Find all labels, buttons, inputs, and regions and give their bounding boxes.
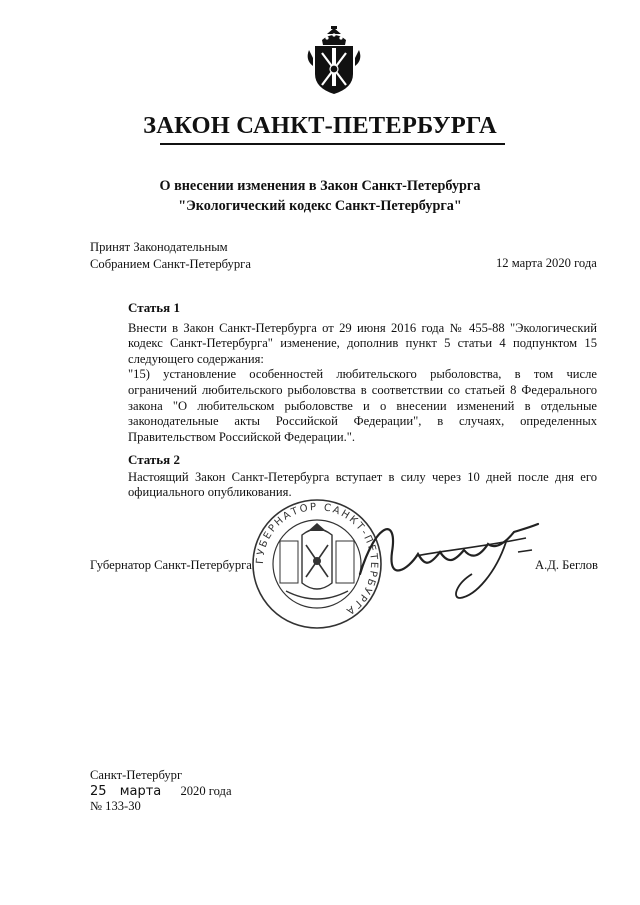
- article-1: [90, 300, 597, 445]
- law-number: № 133-30: [90, 799, 141, 813]
- seal-text: ГУБЕРНАТОР САНКТ-ПЕТЕРБУРГА: [254, 501, 380, 618]
- handwritten-signature: [356, 512, 542, 602]
- article-1-heading: Статья 1: [128, 300, 180, 315]
- article-2-heading: Статья 2: [128, 452, 180, 467]
- signing-month: марта: [119, 783, 162, 799]
- article-1-intro: Внести в Закон Санкт-Петербурга от 29 июня 2016 года № 455-88 "Экологический кодекс Санкт-Петербурга" изменение, дополнив пункт 5 статьи 4 подпунктом 15 следующего содержания:: [128, 320, 597, 366]
- signing-city: Санкт-Петербург: [90, 768, 183, 782]
- law-subtitle: [0, 176, 640, 216]
- governor-name: А.Д. Беглов: [535, 558, 599, 572]
- adoption-date: 12 марта 2020 года: [496, 256, 597, 270]
- signing-year: 2020 года: [180, 783, 232, 798]
- subtitle-line-1: О внесении изменения в Закон Санкт-Петербурга: [159, 178, 481, 194]
- signing-info: [90, 768, 232, 815]
- subtitle-line-2: "Экологический кодекс Санкт-Петербурга": [178, 198, 462, 214]
- signing-date: [90, 784, 232, 800]
- law-title: ЗАКОН САНКТ-ПЕТЕРБУРГА: [143, 112, 497, 139]
- adoption-line-1: Принят Законодательным: [90, 240, 228, 254]
- governor-position: Губернатор Санкт-Петербурга: [90, 558, 252, 572]
- adoption-note: [90, 239, 251, 273]
- coat-of-arms-emblem: [305, 26, 363, 96]
- adoption-line-2: Собранием Санкт-Петербурга: [90, 257, 251, 271]
- article-2-text: Настоящий Закон Санкт-Петербурга вступает в силу через 10 дней после дня его официального опубликования.: [128, 469, 597, 500]
- title-underline: [160, 143, 505, 145]
- signing-day: 25: [90, 783, 107, 799]
- article-2: [90, 452, 597, 501]
- article-1-item: "15) установление особенностей любительского рыболовства, в том числе ограничений любительского рыболовства в соответствии со статьей 8 Федерального закона "О любительском рыболовстве и о внесении изменений в отдельные законодательные акты Российской Федерации", в случаях, определенных Правительством Российской Федерации.".: [128, 367, 597, 444]
